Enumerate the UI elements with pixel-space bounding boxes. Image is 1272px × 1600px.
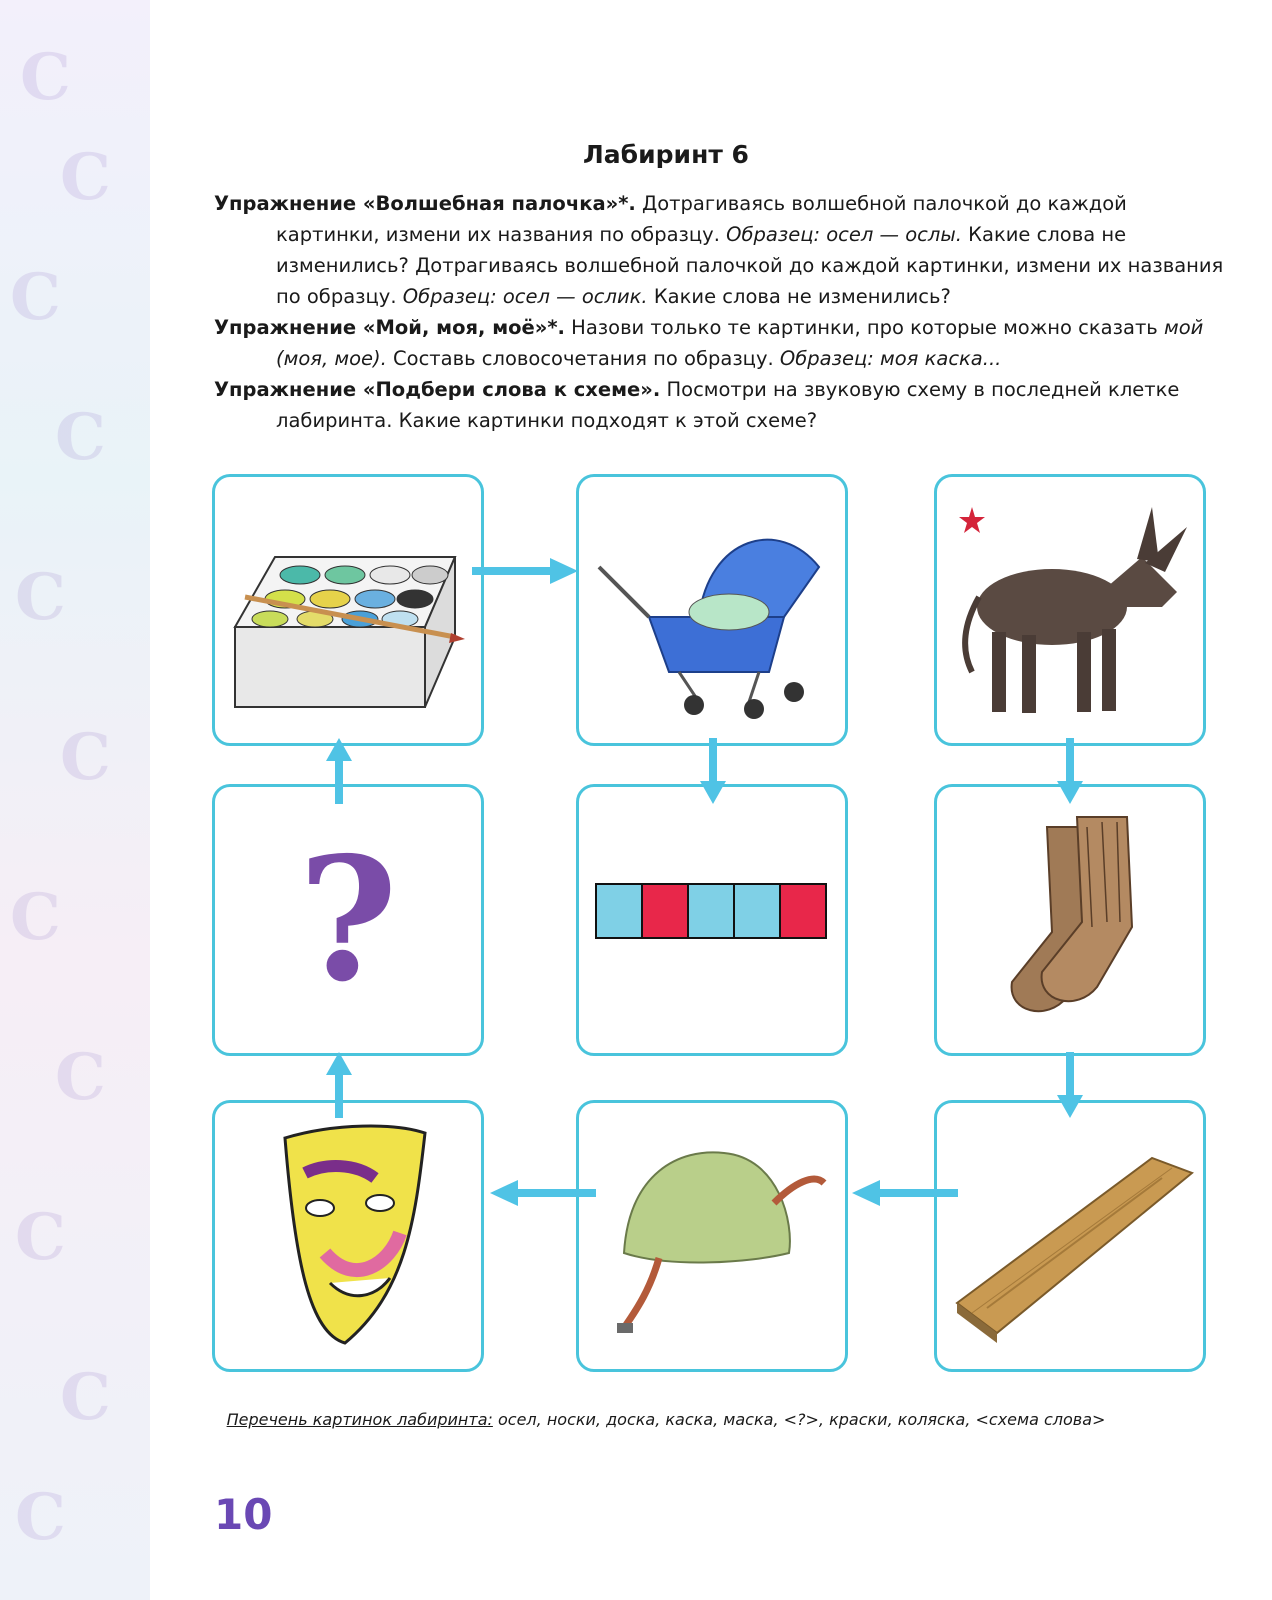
exercise-2: [214, 312, 1234, 374]
exercise-text-part: Составь словосочетания по образцу.: [386, 347, 780, 370]
cell-question: [212, 784, 484, 1056]
paints-icon: [215, 477, 481, 743]
arrow-down-icon: [698, 736, 728, 806]
exercise-name: Упражнение «Волшебная палочка»*.: [214, 192, 636, 215]
sound-square-5: [780, 884, 826, 938]
decorative-letter: С: [10, 880, 61, 955]
decorative-letter: С: [15, 1200, 66, 1275]
arrow-right-icon: [470, 556, 580, 586]
helmet-icon: [579, 1103, 845, 1369]
example-text: мой (моя, мое).: [276, 316, 1204, 370]
arrow-up-icon: [324, 1050, 354, 1120]
socks-icon: [937, 787, 1203, 1053]
sound-square-1: [596, 884, 642, 938]
caption-list: осел, носки, доска, каска, маска, <?>, краски, коляска, <схема слова>: [492, 1410, 1106, 1429]
arrow-up-icon: [324, 736, 354, 806]
example-text: Образец: осел — ослы.: [726, 223, 962, 246]
exercise-text-part: Дотрагиваясь волшебной палочкой до каждой картинки, измени их названия по образцу.: [276, 192, 1127, 246]
decorative-letter: С: [60, 720, 111, 795]
board-icon: [937, 1103, 1203, 1369]
exercise-text-part: Посмотри на звуковую схему в последней клетке лабиринта. Какие картинки подходят к этой схеме?: [276, 378, 1180, 432]
cell-board: [934, 1100, 1206, 1372]
exercise-name: Упражнение «Подбери слова к схеме».: [214, 378, 661, 401]
picture-list-caption: [0, 1410, 1272, 1429]
exercise-name: Упражнение «Мой, моя, моё»*.: [214, 316, 565, 339]
decorative-letter: С: [55, 1040, 106, 1115]
sound-square-3: [688, 884, 734, 938]
exercise-text-part: Какие слова не изменились?: [647, 285, 951, 308]
cell-stroller: [576, 474, 848, 746]
sound-square-4: [734, 884, 780, 938]
sound-square-2: [642, 884, 688, 938]
arrow-left-icon: [488, 1178, 598, 1208]
arrow-down-icon: [1055, 1050, 1085, 1120]
decorative-letter: С: [15, 1480, 66, 1555]
cell-mask: [212, 1100, 484, 1372]
decorative-letter: С: [60, 140, 111, 215]
page-number: 10: [214, 1490, 273, 1539]
page-title: Лабиринт 6: [583, 140, 749, 169]
decorative-letter: С: [20, 40, 71, 115]
exercise-text: [214, 188, 1234, 436]
sound-scheme: [579, 787, 845, 1053]
exercise-text-part: Какие слова не изменились? Дотрагиваясь волшебной палочкой до каждой картинки, измени их названия по образцу.: [276, 223, 1224, 308]
stroller-icon: [579, 477, 845, 743]
question-mark: ?: [298, 820, 398, 1020]
mask-icon: [215, 1103, 481, 1369]
arrow-left-icon: [850, 1178, 960, 1208]
decorative-letter: С: [55, 400, 106, 475]
decorative-letter: С: [60, 1360, 111, 1435]
decorative-margin-strip: [0, 0, 150, 1600]
example-text: Образец: осел — ослик.: [402, 285, 648, 308]
cell-helmet: [576, 1100, 848, 1372]
donkey-icon: [937, 477, 1203, 743]
cell-paints: [212, 474, 484, 746]
arrow-down-icon: [1055, 736, 1085, 806]
example-text: Образец: моя каска...: [779, 347, 1002, 370]
exercise-1: [214, 188, 1234, 312]
cell-socks: [934, 784, 1206, 1056]
decorative-letter: С: [10, 260, 61, 335]
cell-sound-scheme: [576, 784, 848, 1056]
caption-lead: Перечень картинок лабиринта:: [226, 1410, 493, 1429]
exercise-text-part: Назови только те картинки, про которые можно сказать: [564, 316, 1164, 339]
decorative-letter: С: [15, 560, 66, 635]
cell-donkey: [934, 474, 1206, 746]
exercise-3: [214, 374, 1234, 436]
